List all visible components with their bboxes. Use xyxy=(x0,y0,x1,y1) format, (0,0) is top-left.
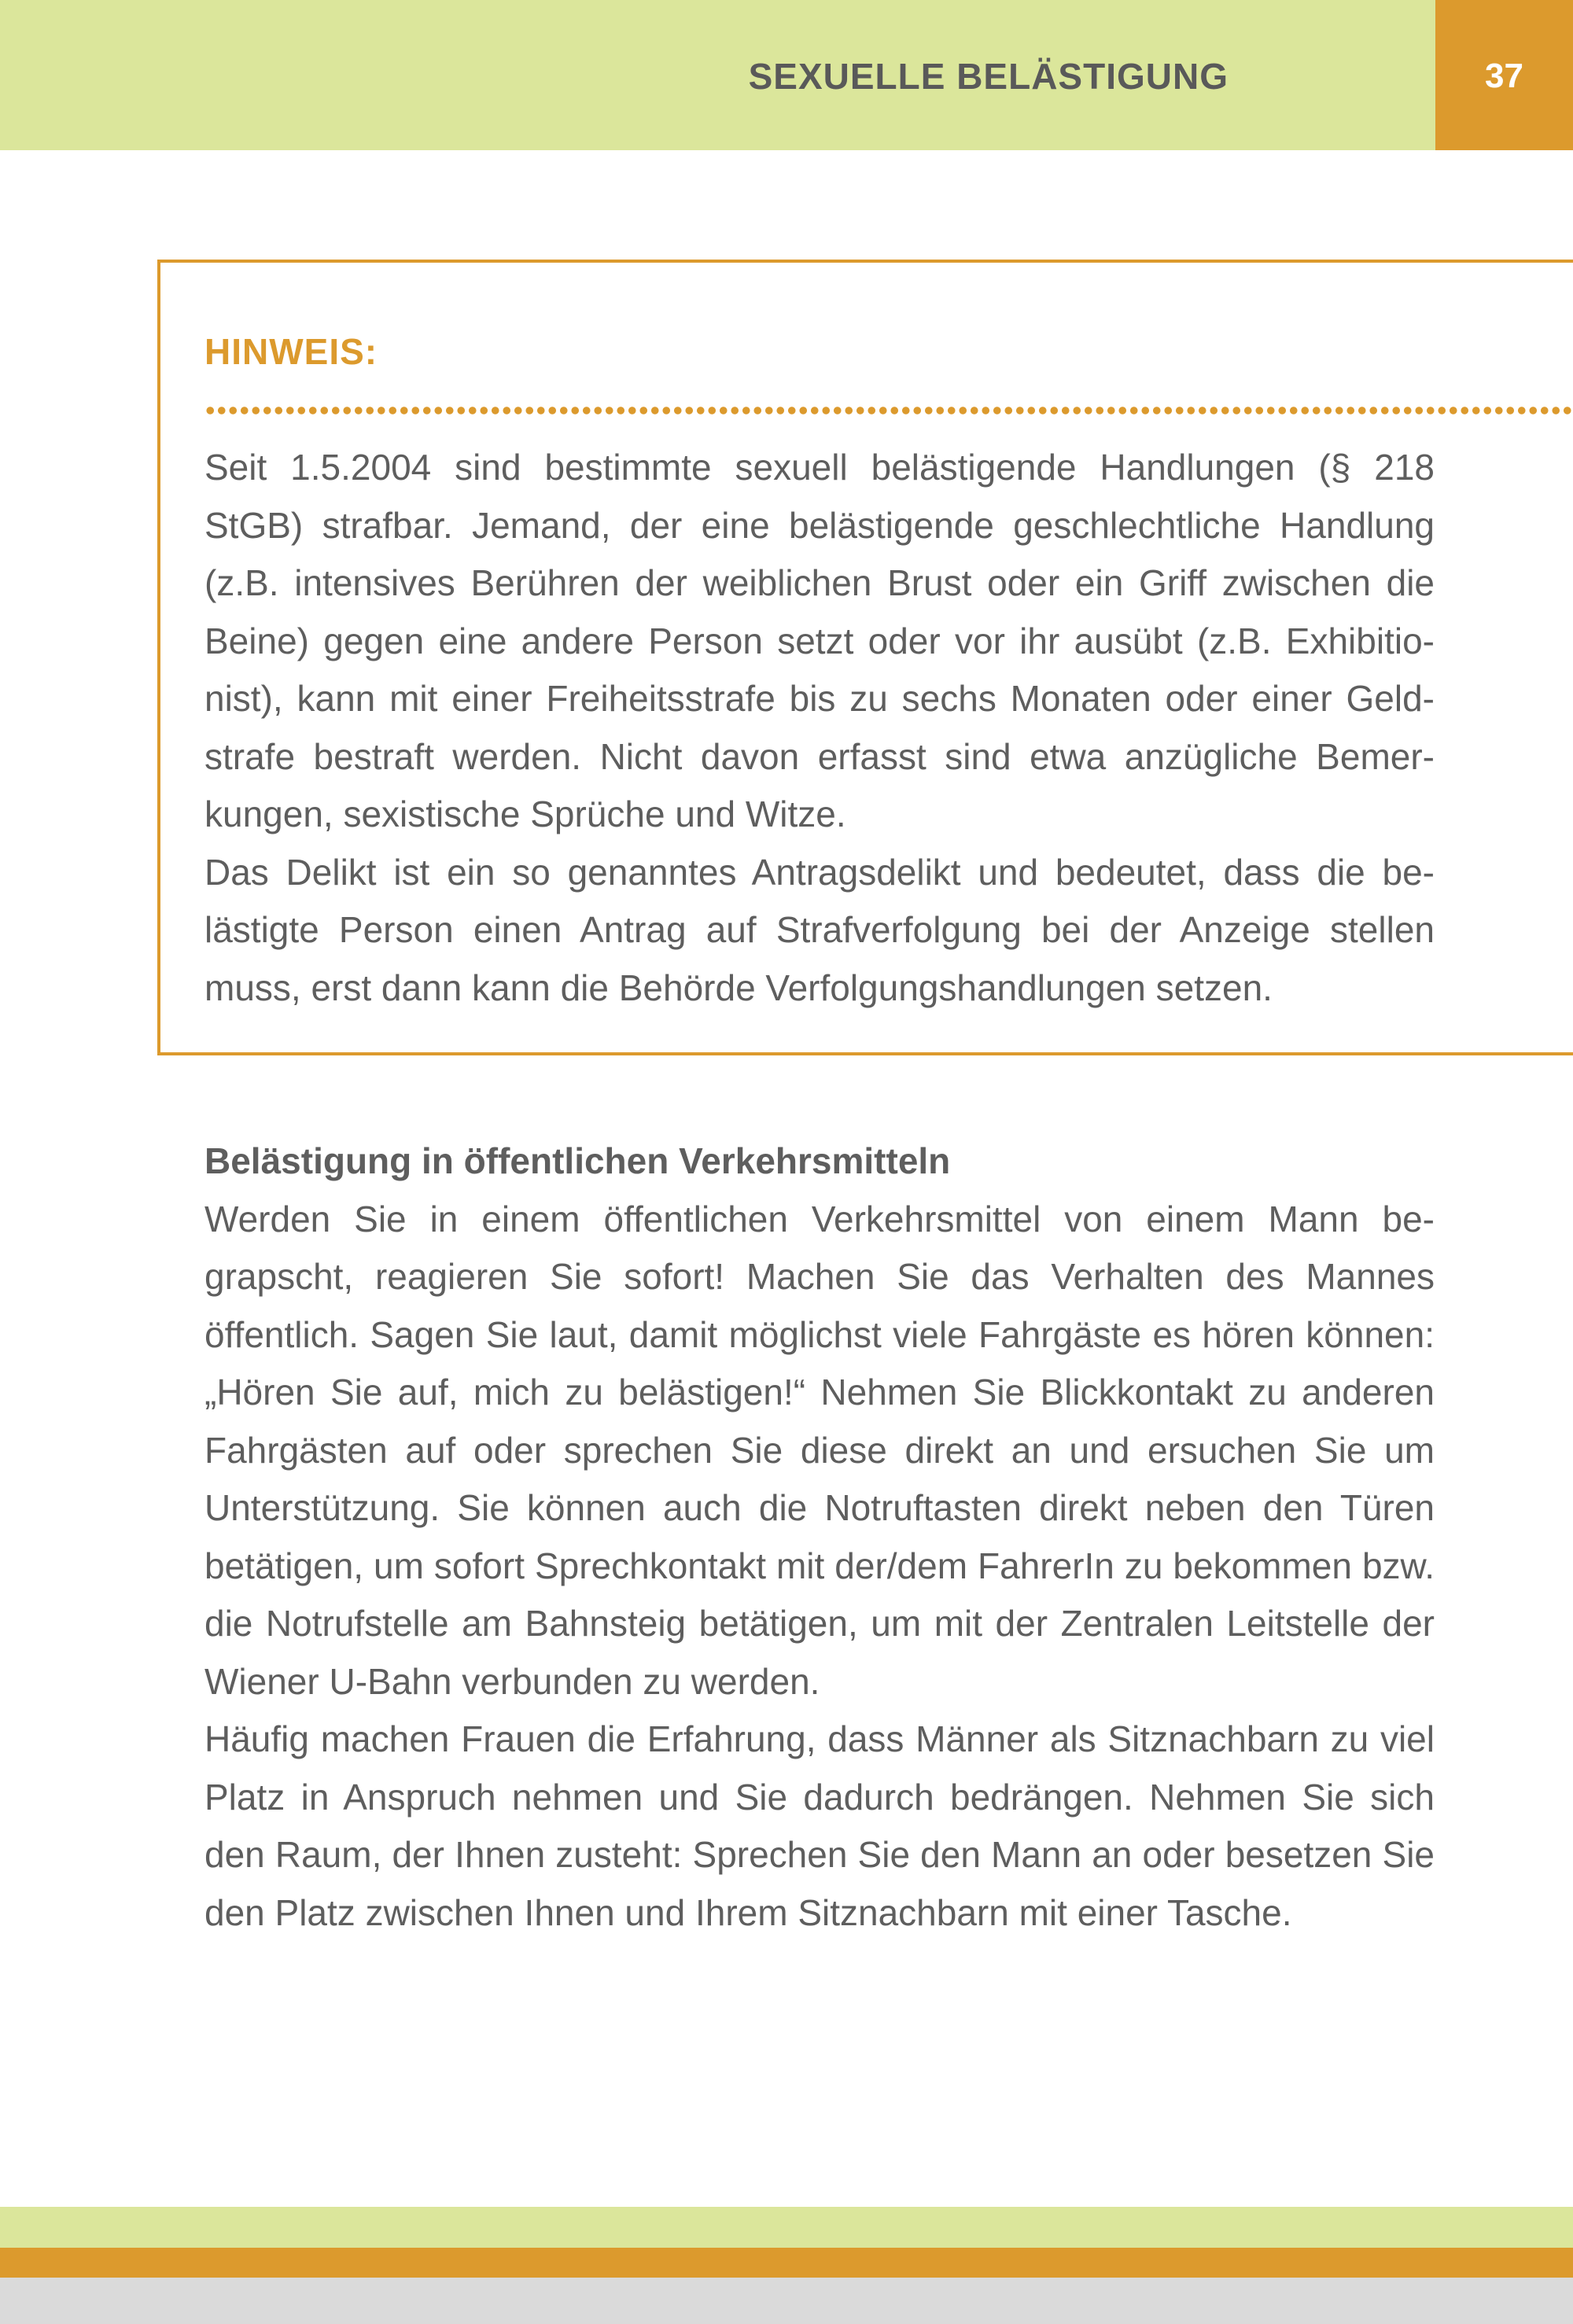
page-number: 37 xyxy=(1485,57,1523,95)
hinweis-paragraph: Seit 1.5.2004 sind bestimmte sexuell belästigende Handlungen (§ 218 StGB) strafbar. Jemand, der eine belästigende geschlechtliche Handlung (z.B. intensives Berühren der weiblichen Brust oder ein Griff zwischen die Beine) gegen eine andere Person setzt oder vor ihr ausübt (z.B. Exhibitionist), kann mit einer Freiheitsstrafe bis zu sechs Monaten oder einer Geldstrafe bestraft werden. Nicht davon erfasst sind etwa anzügliche Bemerkungen, sexistische Sprüche und Witze. xyxy=(204,447,1435,834)
header-band xyxy=(0,0,1435,150)
section-heading: Belästigung in öffentlichen Verkehrsmitteln xyxy=(204,1140,951,1181)
footer-band-grey xyxy=(0,2278,1573,2324)
chapter-title: SEXUELLE BELÄSTIGUNG xyxy=(748,56,1229,97)
hinweis-text xyxy=(204,439,1435,1017)
hinweis-paragraph: Das Delikt ist ein so genanntes Antragsdelikt und bedeutet, dass die belästigte Person einen Antrag auf Strafverfolgung bei der Anzeige stellen muss, erst dann kann die Behörde Verfolgungshandlungen setzen. xyxy=(204,851,1435,1008)
footer-band-green xyxy=(0,2207,1573,2248)
page-number-box xyxy=(1435,0,1573,150)
hinweis-heading: HINWEIS: xyxy=(204,331,378,372)
dotted-divider xyxy=(204,405,1573,416)
section-paragraph: Häufig machen Frauen die Erfahrung, dass Männer als Sitznachbarn zu viel Platz in Anspruch nehmen und Sie dadurch bedrängen. Nehmen Sie sich den Raum, der Ihnen zusteht: Sprechen Sie den Mann an oder besetzen Sie den Platz zwischen Ihnen und Ihrem Sitznachbarn mit einer Tasche. xyxy=(204,1718,1435,1933)
section-verkehrsmittel xyxy=(204,1133,1435,1942)
footer-band-orange xyxy=(0,2248,1573,2278)
section-paragraph: Werden Sie in einem öffentlichen Verkehrsmittel von einem Mann begrapscht, reagieren Sie sofort! Machen Sie das Verhalten des Mannes öffentlich. Sagen Sie laut, damit möglichst viele Fahrgäste es hören können: „Hören Sie auf, mich zu belästigen!“ Nehmen Sie Blickkontakt zu anderen Fahrgästen auf oder sprechen Sie diese direkt an und ersuchen Sie um Unterstützung. Sie können auch die Notruftasten direkt neben den Türen betätigen, um sofort Sprechkontakt mit der/dem FahrerIn zu bekommen bzw. die Notrufstelle am Bahnsteig betätigen, um mit der Zentralen Leitstelle der Wiener U-Bahn verbunden zu werden. xyxy=(204,1198,1435,1702)
